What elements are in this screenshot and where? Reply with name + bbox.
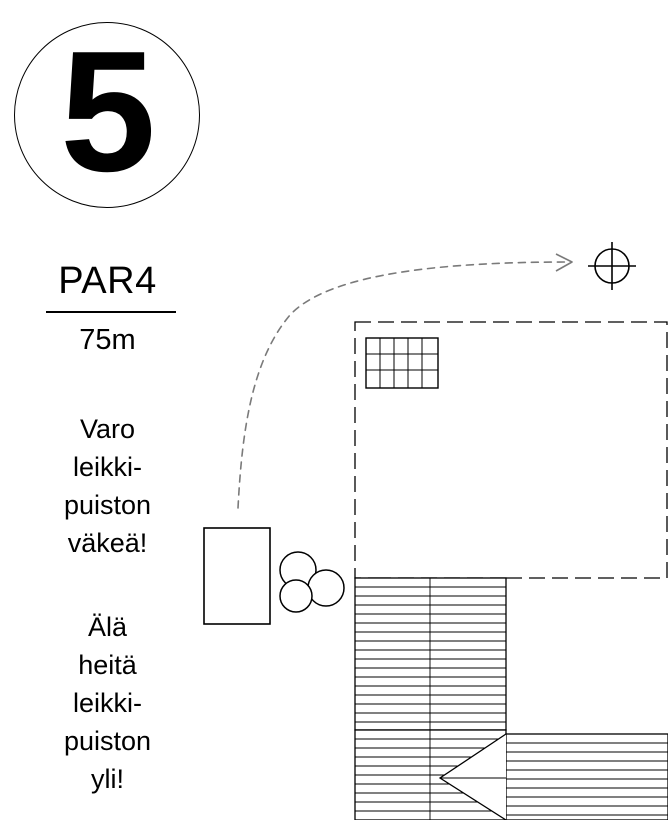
distance-label: 75m — [79, 324, 136, 356]
warning-line: yli! — [91, 764, 124, 794]
hole-number-text: 5 — [60, 15, 154, 208]
tee-pad-icon — [204, 528, 270, 624]
warning-line: puiston — [63, 726, 152, 756]
warning-line: leikki- — [72, 688, 142, 718]
warning-line: heitä — [78, 650, 137, 680]
warning-line: Varo — [79, 414, 136, 444]
warning-note-playground-people — [0, 410, 215, 562]
warning-note-do-not-throw-over — [0, 608, 215, 798]
basket-target-icon — [588, 242, 636, 290]
bush-cluster-icon — [280, 552, 344, 612]
hole-info-panel — [0, 0, 215, 820]
warning-line: leikki- — [72, 452, 142, 482]
hatched-field-icon — [355, 578, 506, 730]
hole-number-badge — [14, 15, 200, 208]
warning-line: puiston — [63, 490, 152, 520]
course-map — [200, 230, 668, 820]
warning-line: Älä — [87, 612, 128, 642]
sandbox-hatched-icon — [366, 338, 438, 388]
par-label: PAR4 — [58, 260, 157, 302]
warning-line: väkeä! — [67, 528, 148, 558]
par-underline-divider — [46, 311, 176, 313]
